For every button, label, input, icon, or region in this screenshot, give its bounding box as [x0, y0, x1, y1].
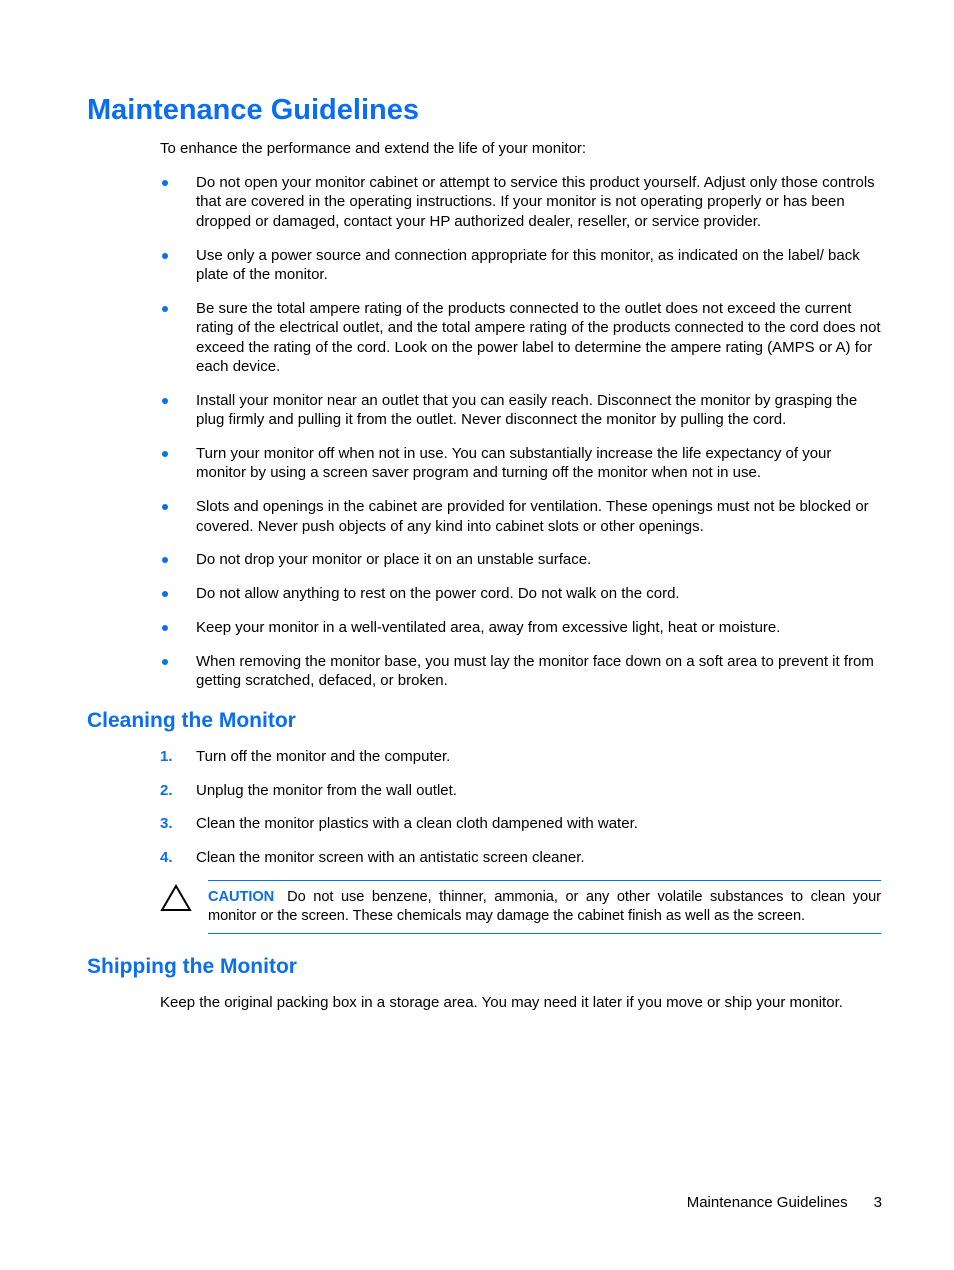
list-item: Use only a power source and connection appropriate for this monitor, as indicated on the label/ back plate of the monitor.	[160, 246, 882, 285]
shipping-text: Keep the original packing box in a storage area. You may need it later if you move or ship your monitor.	[160, 994, 843, 1011]
list-item: When removing the monitor base, you must lay the monitor face down on a soft area to prevent it from getting scratched, defaced, or broken.	[160, 652, 882, 691]
list-item: Slots and openings in the cabinet are provided for ventilation. These openings must not be blocked or covered. Never push objects of any kind into cabinet slots or other openings.	[160, 497, 882, 536]
list-item: Do not allow anything to rest on the power cord. Do not walk on the cord.	[160, 584, 882, 603]
list-item: Install your monitor near an outlet that you can easily reach. Disconnect the monitor by grasping the plug firmly and pulling it from the outlet. Never disconnect the monitor by pulling the cord.	[160, 391, 882, 430]
caution-note	[160, 880, 882, 936]
step-item	[160, 814, 882, 833]
step-text: Clean the monitor screen with an antistatic screen cleaner.	[196, 848, 585, 866]
step-text: Turn off the monitor and the computer.	[196, 748, 451, 765]
warning-triangle-icon	[160, 884, 192, 912]
cleaning-steps	[160, 747, 882, 881]
guidelines-list	[160, 173, 882, 705]
step-text: Unplug the monitor from the wall outlet.	[196, 781, 457, 799]
caution-box	[208, 880, 881, 934]
list-item: Turn your monitor off when not in use. You can substantially increase the life expectancy of your monitor by using a screen saver program and turning off the monitor when not in use.	[160, 444, 882, 483]
list-item: Do not drop your monitor or place it on an unstable surface.	[160, 550, 882, 569]
step-item	[160, 747, 882, 766]
step-number: 2.	[160, 781, 173, 799]
step-number: 4.	[160, 848, 173, 866]
cleaning-heading: Cleaning the Monitor	[87, 709, 296, 732]
list-item: Do not open your monitor cabinet or attempt to service this product yourself. Adjust only those controls that are covered in the operating instructions. If your monitor is not operating properly or has been dropped or damaged, contact your HP authorized dealer, reseller, or service provider.	[160, 173, 882, 231]
step-text: Clean the monitor plastics with a clean cloth dampened with water.	[196, 815, 638, 833]
caution-text: Do not use benzene, thinner, ammonia, or any other volatile substances to clean your monitor or the screen. These chemicals may damage the cabinet finish as well as the screen.	[208, 889, 881, 925]
list-item: Be sure the total ampere rating of the products connected to the outlet does not exceed the current rating of the electrical outlet, and the total ampere rating of the products connected to the cord does not exceed the rating of the cord. Look on the power label to determine the ampere rating (AMPS or A) for each device.	[160, 299, 882, 377]
step-item	[160, 848, 882, 867]
step-item	[160, 781, 882, 800]
caution-label: CAUTION	[208, 889, 275, 905]
step-number: 3.	[160, 815, 173, 833]
page-title: Maintenance Guidelines	[87, 94, 419, 126]
intro-text: To enhance the performance and extend the life of your monitor:	[160, 140, 587, 157]
page-footer	[560, 1193, 882, 1212]
step-number: 1.	[160, 748, 173, 765]
page-number: 3	[873, 1194, 882, 1211]
list-item: Keep your monitor in a well-ventilated area, away from excessive light, heat or moisture.	[160, 618, 882, 637]
shipping-heading: Shipping the Monitor	[87, 955, 297, 978]
footer-section: Maintenance Guidelines	[686, 1194, 848, 1211]
